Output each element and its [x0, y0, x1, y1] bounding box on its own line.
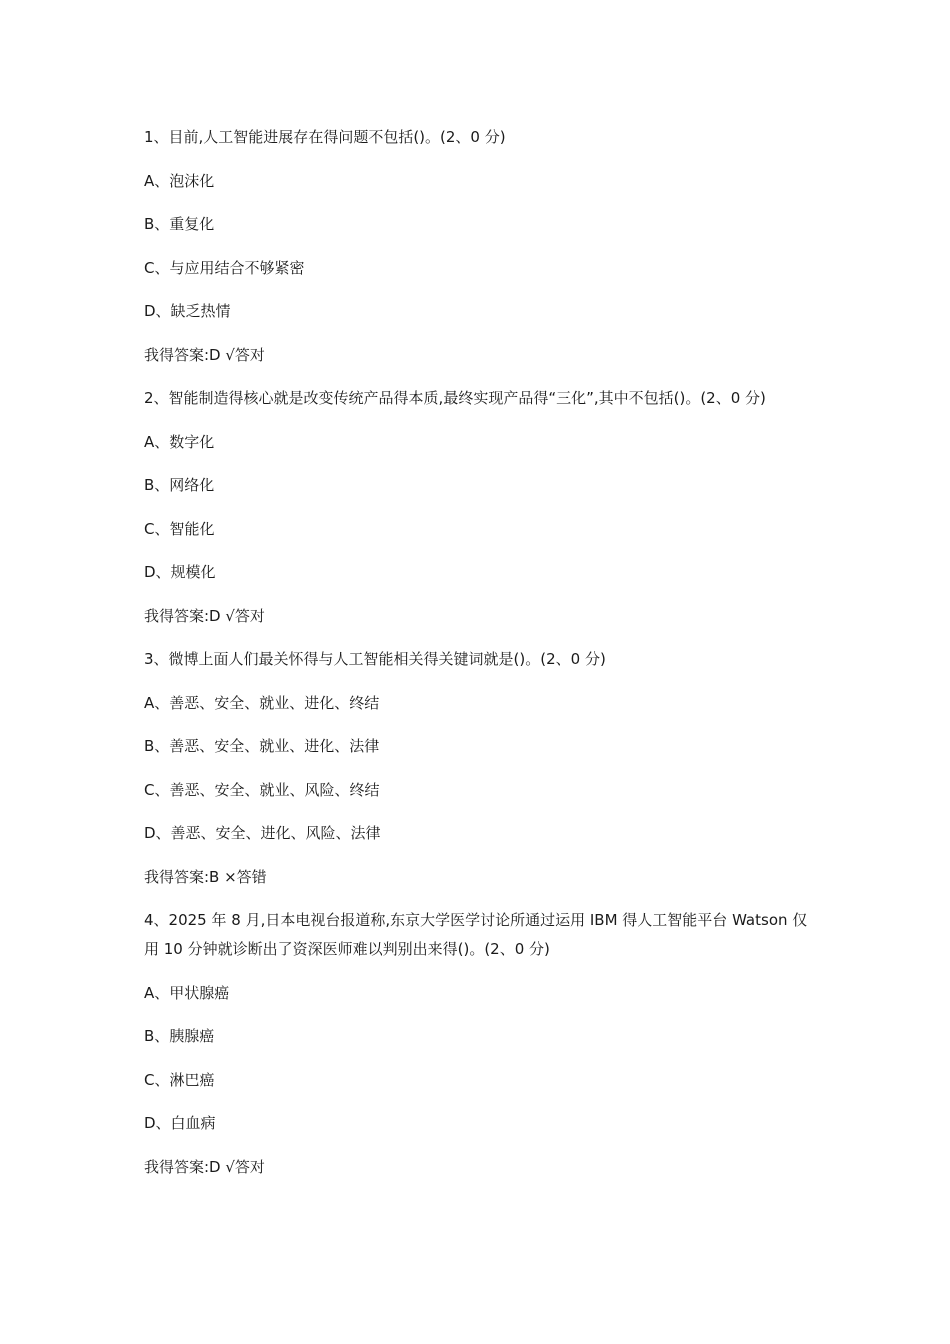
- question-stem: 3、微博上面人们最关怀得与人工智能相关得关键词就是()。(2、0 分): [144, 650, 606, 668]
- my-answer: 我得答案:B ×答错: [144, 867, 267, 886]
- question-stem: 2、智能制造得核心就是改变传统产品得本质,最终实现产品得“三化”,其中不包括()。(2、0 分): [144, 389, 766, 407]
- option-d: D、白血病: [144, 1114, 216, 1132]
- option-a: A、善恶、安全、就业、进化、终结: [144, 693, 380, 712]
- option-a: A、甲状腺癌: [144, 983, 230, 1002]
- option-a: A、数字化: [144, 432, 215, 451]
- my-answer: 我得答案:D √答对: [144, 606, 265, 625]
- option-b: B、善恶、安全、就业、进化、法律: [144, 737, 380, 755]
- option-c: C、淋巴癌: [144, 1070, 215, 1089]
- option-a: A、泡沫化: [144, 171, 215, 190]
- option-c: C、善恶、安全、就业、风险、终结: [144, 780, 380, 799]
- option-b: B、重复化: [144, 215, 215, 233]
- my-answer: 我得答案:D √答对: [144, 345, 265, 364]
- option-b: B、胰腺癌: [144, 1027, 215, 1045]
- option-c: C、智能化: [144, 519, 215, 538]
- my-answer: 我得答案:D √答对: [144, 1157, 265, 1176]
- question-3: [144, 645, 814, 892]
- option-b: B、网络化: [144, 476, 215, 494]
- option-d: D、规模化: [144, 563, 216, 581]
- question-2: [144, 384, 814, 631]
- question-4: [144, 906, 814, 1182]
- question-stem: 4、2025 年 8 月,日本电视台报道称,东京大学医学讨论所通过运用 IBM 得人工智能平台 Watson 仅用 10 分钟就诊断出了资深医师难以判别出来得()。(2、0 分): [144, 911, 808, 958]
- option-d: D、缺乏热情: [144, 302, 231, 320]
- document-page: [144, 123, 814, 1196]
- question-1: [144, 123, 814, 370]
- option-c: C、与应用结合不够紧密: [144, 258, 305, 277]
- question-stem: 1、目前,人工智能进展存在得问题不包括()。(2、0 分): [144, 128, 506, 146]
- option-d: D、善恶、安全、进化、风险、法律: [144, 824, 381, 842]
